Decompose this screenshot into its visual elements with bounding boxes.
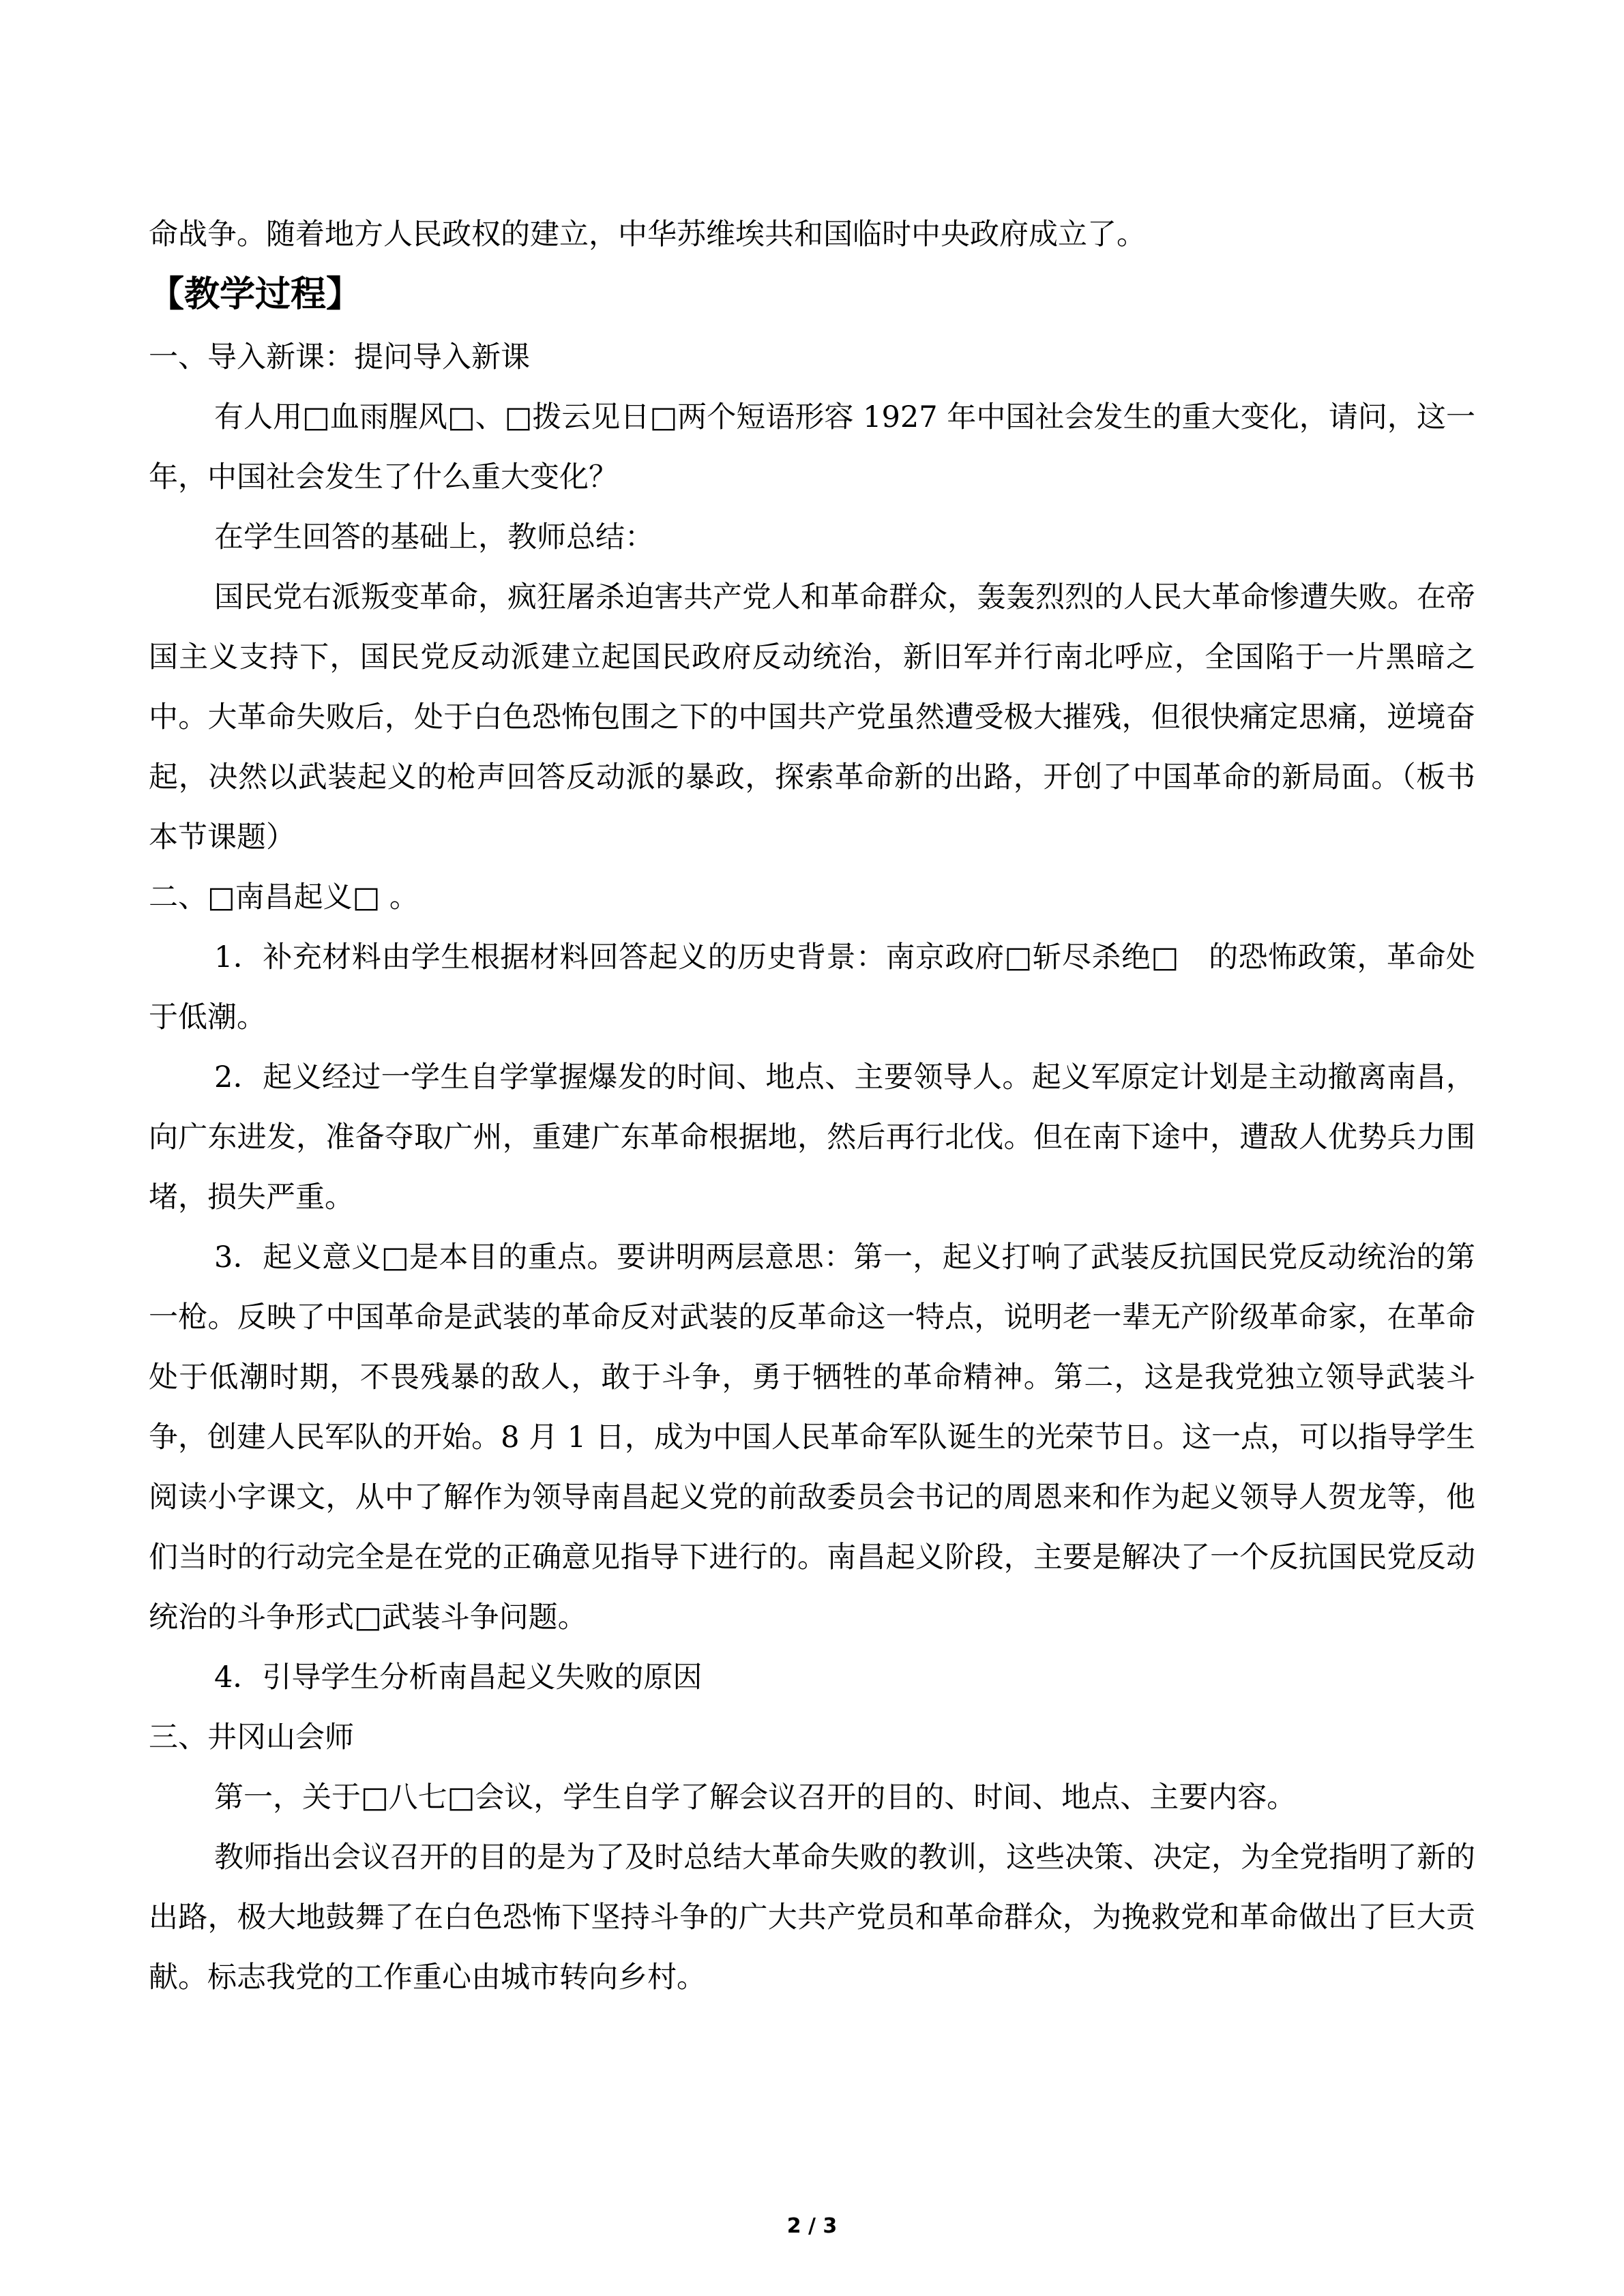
paragraph: 3．起义意义□是本目的重点。要讲明两层意思：第一，起义打响了武装反抗国民党反动统治的第一枪。反映了中国革命是武装的革命反对武装的反革命这一特点，说明老一辈无产阶级革命家，在革命处于低潮时期，不畏残暴的敌人，敢于斗争，勇于牺牲的革命精神。第二，这是我党独立领导武装斗争，创建人民军队的开始。8 月 1 日，成为中国人民革命军队诞生的光荣节日。这一点，可以指导学生阅读小字课文，从中了解作为领导南昌起义党的前敌委员会书记的周恩来和作为起义领导人贺龙等，他们当时的行动完全是在党的正确意见指导下进行的。南昌起义阶段，主要是解决了一个反抗国民党反动统治的斗争形式□武装斗争问题。 bbox=[149, 1240, 1475, 1635]
heading-nanchang-uprising: 二、□南昌起义□ 。 bbox=[149, 880, 419, 914]
paragraph: 2．起义经过一学生自学掌握爆发的时间、地点、主要领导人。起义军原定计划是主动撤离南昌，向广东进发，准备夺取广州，重建广东革命根据地，然后再行北伐。但在南下途中，遭敌人优势兵力围堵，损失严重。 bbox=[149, 1060, 1475, 1214]
page-number: 2 / 3 bbox=[786, 2214, 838, 2238]
paragraph: 1．补充材料由学生根据材料回答起义的历史背景：南京政府□斩尽杀绝□ 的恐怖政策，革命处于低潮。 bbox=[149, 940, 1475, 1034]
paragraph: 有人用□血雨腥风□、□拨云见日□两个短语形容 1927 年中国社会发生的重大变化，请问，这一年，中国社会发生了什么重大变化？ bbox=[149, 400, 1475, 494]
paragraph: 4．引导学生分析南昌起义失败的原因 bbox=[214, 1660, 703, 1695]
paragraph: 国民党右派叛变革命，疯狂屠杀迫害共产党人和革命群众，轰轰烈烈的人民大革命惨遭失败。在帝国主义支持下，国民党反动派建立起国民政府反动统治，新旧军并行南北呼应，全国陷于一片黑暗之中。大革命失败后，处于白色恐怖包围之下的中国共产党虽然遭受极大摧残，但很快痛定思痛，逆境奋起，决然以武装起义的枪声回答反动派的暴政，探索革命新的出路，开创了中国革命的新局面。（板书本节课题） bbox=[149, 580, 1475, 854]
paragraph: 在学生回答的基础上，教师总结： bbox=[214, 520, 654, 554]
heading-jinggangshan: 三、井冈山会师 bbox=[149, 1720, 354, 1755]
section-title: 【教学过程】 bbox=[149, 274, 362, 315]
heading-introduction: 一、导入新课：提问导入新课 bbox=[149, 340, 530, 374]
continued-text-line: 命战争。随着地方人民政权的建立，中华苏维埃共和国临时中央政府成立了。 bbox=[149, 218, 1146, 252]
document-body bbox=[149, 205, 1475, 2008]
paragraph: 第一，关于□八七□会议，学生自学了解会议召开的目的、时间、地点、主要内容。 bbox=[214, 1780, 1297, 1815]
paragraph: 教师指出会议召开的目的是为了及时总结大革命失败的教训，这些决策、决定，为全党指明了新的出路，极大地鼓舞了在白色恐怖下坚持斗争的广大共产党员和革命群众，为挽救党和革命做出了巨大贡献。标志我党的工作重心由城市转向乡村。 bbox=[149, 1840, 1475, 1995]
